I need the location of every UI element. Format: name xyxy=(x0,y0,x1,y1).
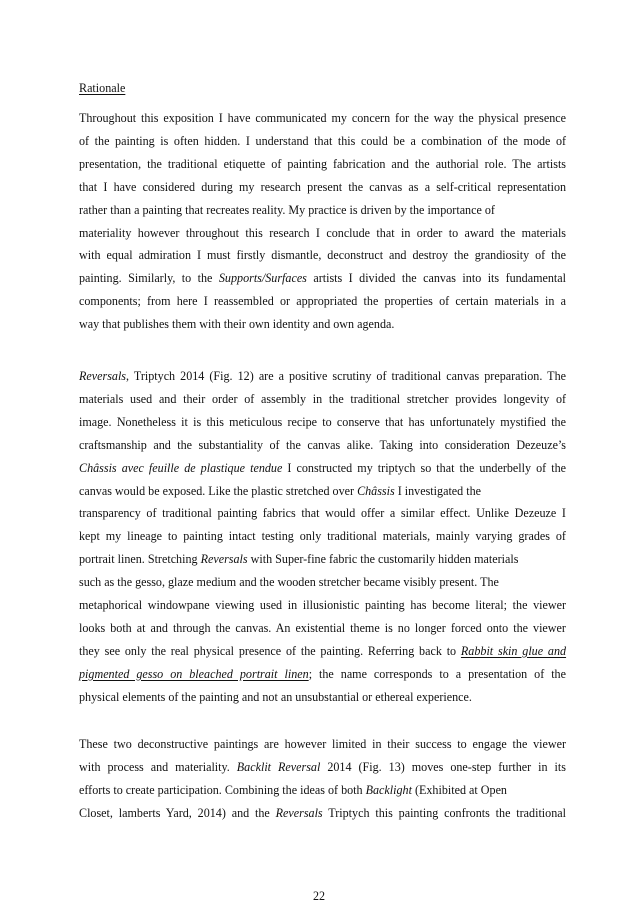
text-line xyxy=(79,202,495,218)
text-line xyxy=(79,156,566,172)
text-run: way that publishes them with their own identity and own agenda. xyxy=(79,317,395,332)
text-run: image. Nonetheless it is this meticulous recipe to conserve that has unfortunately mystified the xyxy=(79,414,566,429)
text-run: rather than a painting that recreates reality. My practice is driven by the importance of xyxy=(79,202,495,217)
text-line xyxy=(79,270,566,286)
text-run: with equal admiration I must firstly dismantle, deconstruct and destroy the grandiosity of the xyxy=(79,248,566,263)
section-heading: Rationale xyxy=(79,81,126,95)
italic-title: Châssis xyxy=(357,483,395,498)
italic-title: Supports/Surfaces xyxy=(218,271,307,286)
text-run: , Triptych 2014 (Fig. 12) are a positive scrutiny of traditional canvas preparation. The xyxy=(126,369,566,383)
text-run: efforts to create participation. Combining the ideas of both xyxy=(79,782,366,797)
text-run: kept my lineage to painting intact testing only traditional materials, mainly varying grades of xyxy=(79,529,566,544)
text-run: that I have considered during my research present the canvas as a self-critical representation xyxy=(79,179,567,194)
text-line xyxy=(79,247,566,263)
text-run: I investigated the xyxy=(394,483,482,498)
text-line xyxy=(79,460,566,476)
text-line xyxy=(79,414,566,430)
text-line xyxy=(79,689,472,705)
text-run: physical elements of the painting and not an unsubstantial or ethereal experience. xyxy=(79,689,472,704)
text-run: painting. Similarly, to the xyxy=(79,271,219,286)
italic-title: Reversals xyxy=(275,805,323,820)
text-run: materials used and their order of assembly in the traditional stretcher provides longevity of xyxy=(79,391,567,406)
text-run: with process and materiality. xyxy=(79,759,237,774)
text-run: such as the gesso, glaze medium and the wooden stretcher became visibly present. The xyxy=(79,575,499,590)
page-number: 22 xyxy=(313,889,326,903)
text-line xyxy=(79,805,566,821)
text-run: they see only the real physical presence of the painting. Referring back to xyxy=(79,643,461,658)
text-line xyxy=(79,528,566,544)
text-run: Triptych this painting confronts the traditional xyxy=(322,805,566,820)
text-run: These two deconstructive paintings are however limited in their success to engage the viewer xyxy=(79,737,567,751)
italic-title: Backlit Reversal xyxy=(236,759,321,774)
text-run: presentation, the traditional etiquette of painting fabrication and the authorial role. The artists xyxy=(79,156,567,171)
text-line xyxy=(79,110,566,126)
text-line xyxy=(79,505,566,521)
text-line xyxy=(79,620,566,636)
text-line xyxy=(79,316,394,332)
text-run: with Super-fine fabric the customarily hidden materials xyxy=(247,552,519,567)
text-run: Closet, lamberts Yard, 2014) and the xyxy=(79,805,276,820)
text-line xyxy=(79,597,566,613)
text-run: ; the name corresponds to a presentation of the xyxy=(308,666,566,681)
italic-title: Backlight xyxy=(365,782,412,797)
text-run: portrait linen. Stretching xyxy=(79,552,201,567)
text-run: canvas would be exposed. Like the plastic stretched over xyxy=(79,483,358,498)
text-run: I constructed my triptych so that the underbelly of the xyxy=(282,460,567,475)
text-line xyxy=(79,437,566,453)
italic-title: Reversals xyxy=(79,369,127,383)
text-run: metaphorical windowpane viewing used in illusionistic painting has become literal; the viewer xyxy=(79,598,567,612)
text-line xyxy=(79,225,566,241)
text-line xyxy=(79,574,499,590)
text-line xyxy=(79,483,481,499)
text-run: 2014 (Fig. 13) moves one-step further in its xyxy=(320,759,566,774)
italic-title: Reversals xyxy=(200,552,248,567)
underlined-italic-title: pigmented gesso on bleached portrait linen xyxy=(79,666,309,681)
text-run: components; from here I reassembled or appropriated the properties of certain materials in a xyxy=(79,294,566,309)
text-run: artists I divided the canvas into its fundamental xyxy=(306,271,567,286)
text-line xyxy=(79,179,566,195)
text-run: (Exhibited at Open xyxy=(411,782,507,797)
text-line xyxy=(79,368,566,384)
text-run: looks both at and through the canvas. An existential theme is no longer forced onto the viewer xyxy=(79,620,566,635)
text-line xyxy=(79,643,566,659)
italic-title: Châssis avec feuille de plastique tendue xyxy=(79,460,283,475)
text-line xyxy=(79,551,518,567)
text-line xyxy=(79,759,566,775)
text-run: transparency of traditional painting fabrics that would offer a similar effect. Unlike Dezeuze I xyxy=(79,506,566,521)
text-run: materiality however throughout this research I conclude that in order to award the materials xyxy=(79,225,567,240)
text-line xyxy=(79,782,507,798)
underlined-italic-title: Rabbit skin glue and xyxy=(460,643,567,658)
text-line xyxy=(79,133,566,149)
text-run: craftsmanship and the substantiality of the canvas alike. Taking into consideration Dezeuze’s xyxy=(79,437,567,452)
text-run: Throughout this exposition I have communicated my concern for the way the physical presence xyxy=(79,111,567,125)
text-line xyxy=(79,736,566,752)
text-line xyxy=(79,391,566,407)
text-run: of the painting is often hidden. I understand that this could be a combination of the mode of xyxy=(79,133,567,148)
text-line xyxy=(79,666,566,682)
text-line xyxy=(79,293,566,309)
